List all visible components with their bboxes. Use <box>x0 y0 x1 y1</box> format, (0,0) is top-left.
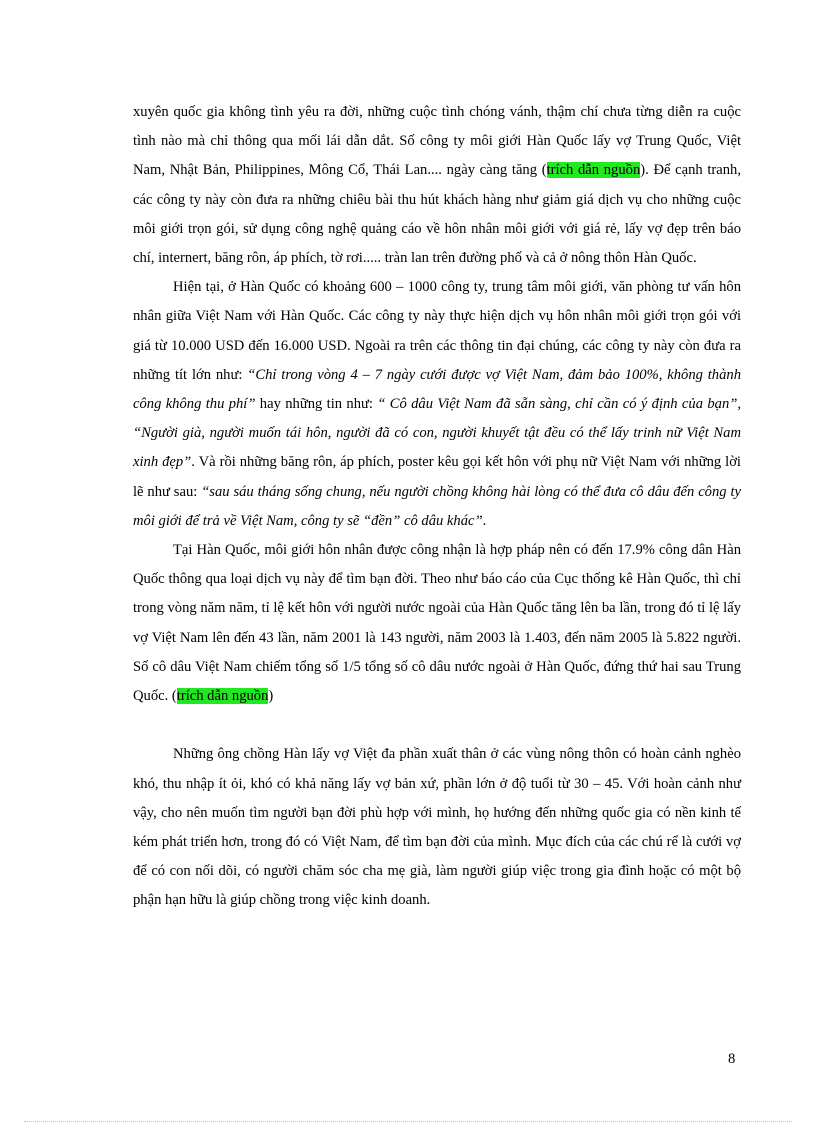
text-run: xuyên quốc gia không tình yêu ra đời, những cuộc tình chóng vánh, thậm chí chưa từng diễn ra cuộc tình nào mà chỉ thông qua mối lái dẫn dắt. Số công ty môi giới Hàn Quốc lấy vợ Trung Quốc, Việt Nam, Nhật Bản, Philippines, Mông Cổ, Thái Lan.... ngày càng tăng ( <box>133 104 741 179</box>
citation-placeholder-highlight: trích dẫn nguồn <box>176 688 269 705</box>
paragraph-p3 <box>133 536 741 711</box>
text-run: . <box>482 512 487 529</box>
quoted-slogan: “ Cô dâu Việt Nam đã sẵn sàng, chỉ cần có ý định của bạn”, “Người già, người muốn tái hôn, người đã có con, người khuyết tật đều có thể lấy trinh nữ Việt Nam xinh đẹp” <box>133 396 741 471</box>
citation-placeholder-highlight: trích dẫn nguồn <box>546 162 641 179</box>
text-run: hay những tin như: <box>255 396 378 413</box>
quoted-slogan: “Chỉ trong vòng 4 – 7 ngày cưới được vợ Việt Nam, đảm bảo 100%, không thành công không thu phí” <box>133 366 741 413</box>
text-run: . Và rồi những băng rôn, áp phích, poster kêu gọi kết hôn với phụ nữ Việt Nam với những lời lẽ như sau: <box>133 454 741 500</box>
page-bottom-divider <box>24 1121 792 1122</box>
text-run: Những ông chồng Hàn lấy vợ Việt đa phần xuất thân ở các vùng nông thôn có hoàn cảnh nghèo khó, thu nhập ít ỏi, khó có khả năng lấy vợ bản xứ, phần lớn ở độ tuổi từ 30 – 45. Với hoàn cảnh như vậy, cho nên muốn tìm người bạn đời phù hợp với mình, họ hướng đến những quốc gia có nền kinh tế kém phát triển hơn, trong đó có Việt Nam, để tìm bạn đời của mình. Mục đích của các chú rể là cưới vợ để có con nối dõi, có người chăm sóc cha mẹ già, làm người giúp việc trong gia đình hoặc có một bộ phận hạn hữu là giúp chồng trong việc kinh doanh. <box>133 746 741 909</box>
text-run: ) <box>268 688 274 705</box>
paragraph-p4 <box>133 740 741 915</box>
body-text <box>133 98 741 916</box>
text-run: Hiện tại, ở Hàn Quốc có khoảng 600 – 1000 công ty, trung tâm môi giới, văn phòng tư vấn hôn nhân giữa Việt Nam với Hàn Quốc. Các công ty này thực hiện dịch vụ hôn nhân môi giới trọn gói với giá từ 10.000 USD đến 16.000 USD. Ngoài ra trên các thông tin đại chúng, các công ty này còn đưa ra những tít lớn như: <box>133 279 741 383</box>
text-run: ). Để cạnh tranh, các công ty này còn đưa ra những chiêu bài thu hút khách hàng như giảm giá dịch vụ cho những cuộc môi giới trọn gói, sử dụng công nghệ quảng cáo về hôn nhân môi giới với giá rẻ, lấy vợ đẹp trên báo chí, internert, băng rôn, áp phích, tờ rơi..... tràn lan trên đường phố và cả ở nông thôn Hàn Quốc. <box>133 162 741 267</box>
paragraph-p2 <box>133 273 741 536</box>
paragraph-p1 <box>133 98 741 273</box>
paragraph-spacer <box>133 711 741 740</box>
page-number: 8 <box>728 1051 736 1067</box>
text-run: Tại Hàn Quốc, môi giới hôn nhân được công nhận là hợp pháp nên có đến 17.9% công dân Hàn Quốc thông qua loại dịch vụ này để tìm bạn đời. Theo như báo cáo của Cục thống kê Hàn Quốc, thì chỉ trong vòng năm năm, tỉ lệ kết hôn với người nước ngoài của Hàn Quốc tăng lên ba lần, trong đó tỉ lệ lấy vợ Việt Nam lên đến 43 lần, năm 2001 là 143 người, năm 2003 là 1.403, đến năm 2005 là 5.822 người. Số cô dâu Việt Nam chiếm tổng số 1/5 tổng số cô dâu nước ngoài ở Hàn Quốc, đứng thứ hai sau Trung Quốc. ( <box>133 542 741 705</box>
quoted-slogan: “sau sáu tháng sống chung, nếu người chồng không hài lòng có thể đưa cô dâu đến công ty môi giới để trả về Việt Nam, công ty sẽ “đền” cô dâu khác” <box>133 483 741 529</box>
